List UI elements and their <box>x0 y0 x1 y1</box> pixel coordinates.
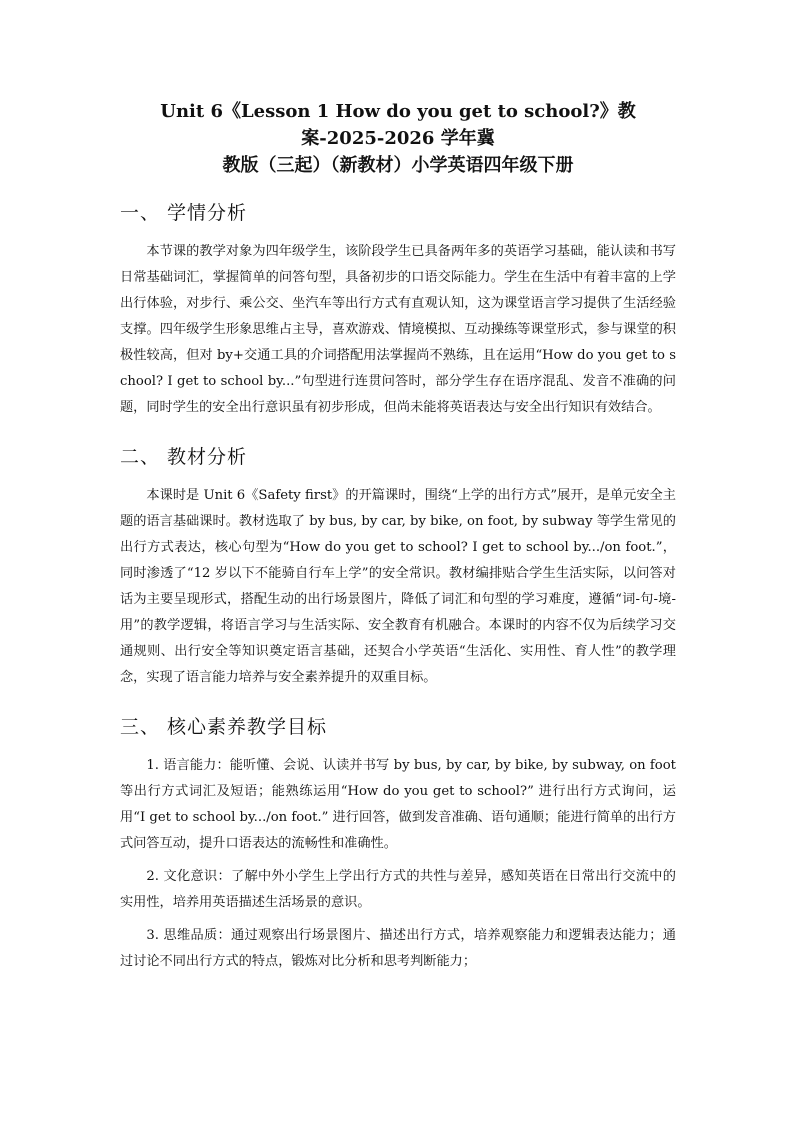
section-heading-learner-analysis: 一、 学情分析 <box>120 202 248 224</box>
goal-thinking-quality: 3. 思维品质：通过观察出行场景图片、描述出行方式，培养观察能力和逻辑表达能力；通过讨论不同出行方式的特点，锻炼对比分析和思考判断能力； <box>120 928 676 969</box>
section-heading-textbook-analysis: 二、 教材分析 <box>120 446 248 468</box>
section-heading-core-literacy-goals: 三、 核心素养教学目标 <box>120 716 328 738</box>
section-textbook-analysis <box>120 443 676 691</box>
section-learner-analysis <box>120 199 676 421</box>
goal-cultural-awareness: 2. 文化意识：了解中外小学生上学出行方式的共性与差异，感知英语在日常出行交流中的实用性，培养用英语描述生活场景的意识。 <box>120 869 676 910</box>
goal-language-ability: 1. 语言能力：能听懂、会说、认读并书写 by bus, by car, by bike, by subway, on foot 等出行方式词汇及短语；能熟练运用“How do you get to school?” 进行出行方式询问，运用“I get to school by.../on foot.” 进行回答，做到发音准确、语句通顺；能进行简单的出行方式问答互动，提升口语表达的流畅性和准确性。 <box>120 758 676 851</box>
document-title-line-2: 教版（三起）（新教材）小学英语四年级下册 <box>222 155 574 176</box>
document-title <box>120 98 676 179</box>
paragraph-learner-analysis: 本节课的教学对象为四年级学生，该阶段学生已具备两年多的英语学习基础，能认读和书写日常基础词汇，掌握简单的问答句型，具备初步的口语交际能力。学生在生活中有着丰富的上学出行体验，对步行、乘公交、坐汽车等出行方式有直观认知，这为课堂语言学习提供了生活经验支撑。四年级学生形象思维占主导，喜欢游戏、情境模拟、互动操练等课堂形式，参与课堂的积极性较高，但对 by+交通工具的介词搭配用法掌握尚不熟练，且在运用“How do you get to school? I get to school by...”句型进行连贯问答时，部分学生存在语序混乱、发音不准确的问题，同时学生的安全出行意识虽有初步形成，但尚未能将英语表达与安全出行知识有效结合。 <box>120 244 676 415</box>
document-title-line-1: Unit 6《Lesson 1 How do you get to school?》教案-2025-2026 学年冀 <box>160 101 636 149</box>
section-core-literacy-goals <box>120 713 676 975</box>
document-page <box>120 98 676 975</box>
paragraph-textbook-analysis: 本课时是 Unit 6《Safety first》的开篇课时，围绕“上学的出行方式”展开，是单元安全主题的语言基础课时。教材选取了 by bus, by car, by bike, on foot, by subway 等学生常见的出行方式表达，核心句型为“How do you get to school? I get to school by.../on foot.”，同时渗透了“12 岁以下不能骑自行车上学”的安全常识。教材编排贴合学生生活实际，以问答对话为主要呈现形式，搭配生动的出行场景图片，降低了词汇和句型的学习难度，遵循“词-句-境-用”的教学逻辑，将语言学习与生活实际、安全教育有机融合。本课时的内容不仅为后续学习交通规则、出行安全等知识奠定语言基础，还契合小学英语“生活化、实用性、育人性”的教学理念，实现了语言能力培养与安全素养提升的双重目标。 <box>120 488 676 685</box>
